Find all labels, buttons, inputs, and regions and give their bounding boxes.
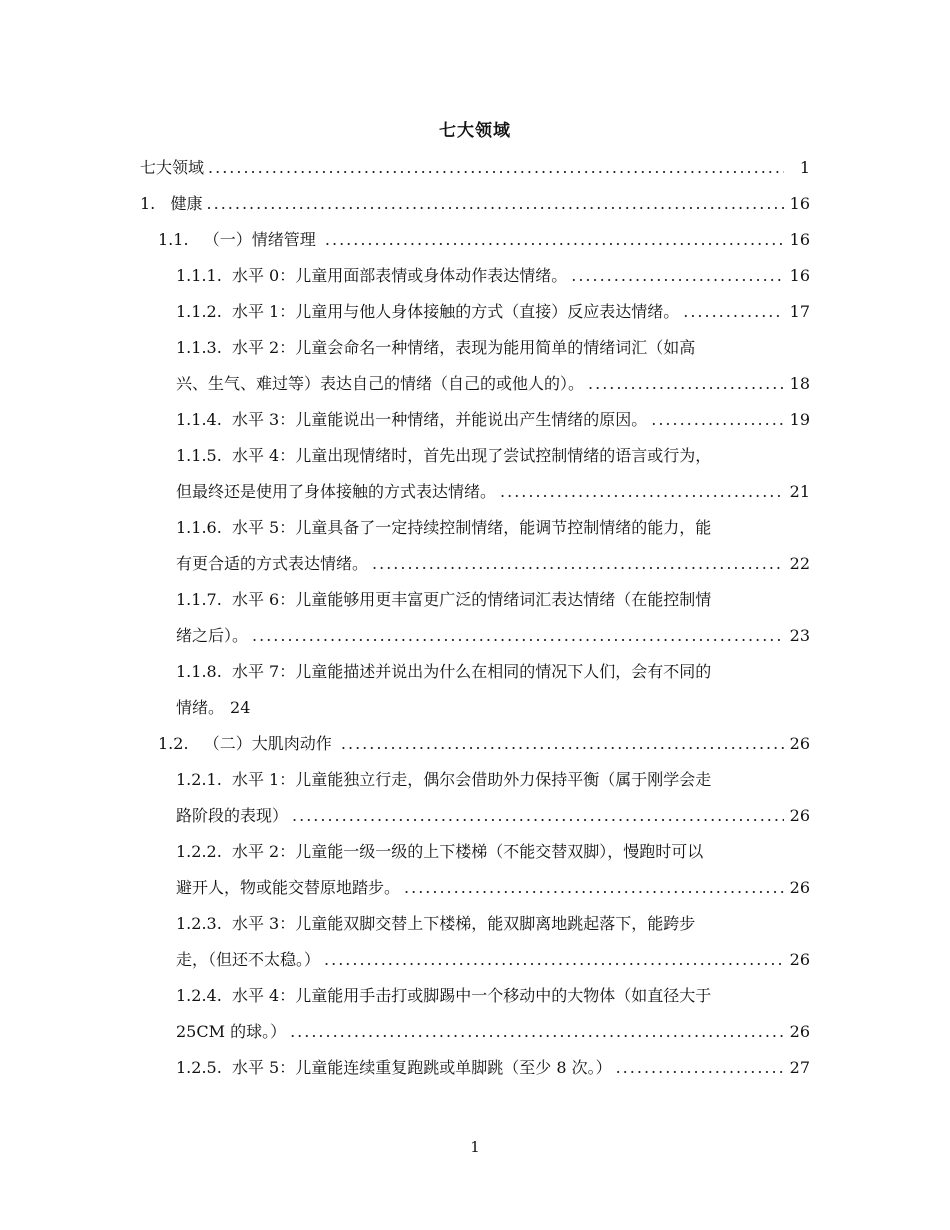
- toc-entry-text: 1.1.8. 水平 7：儿童能描述并说出为什么在相同的情况下人们，会有不同的: [176, 662, 712, 681]
- toc-entry-text: 七大领域: [140, 158, 205, 177]
- toc-entry-text: 1.1. （一）情绪管理: [158, 230, 321, 249]
- toc-page-number: 18: [789, 374, 810, 393]
- toc-leader: [683, 294, 784, 330]
- toc-entry-text: 1.1.5. 水平 4：儿童出现情绪时，首先出现了尝试控制情绪的语言或行为，: [176, 446, 712, 465]
- toc-leader: [208, 150, 784, 186]
- toc-leader: [500, 474, 784, 510]
- toc-entry[interactable]: [140, 150, 810, 186]
- footer-page-number: 1: [470, 1138, 480, 1156]
- toc-page-number: 19: [789, 410, 810, 429]
- toc-entry-continuation[interactable]: [176, 1014, 810, 1050]
- toc-entry[interactable]: [176, 582, 810, 618]
- toc-page-number: 16: [789, 230, 810, 249]
- toc-entry-text: 1.2.1. 水平 1：儿童能独立行走，偶尔会借助外力保持平衡（属于刚学会走: [176, 770, 712, 789]
- toc-leader: [207, 186, 784, 222]
- toc-entry-continuation[interactable]: [176, 798, 810, 834]
- toc-page-number: 16: [789, 194, 810, 213]
- toc-page-number: 22: [789, 554, 810, 573]
- toc-entry-continuation[interactable]: [176, 618, 810, 654]
- toc-leader: [292, 798, 784, 834]
- toc-entry[interactable]: [158, 726, 810, 762]
- toc-page-number: 24: [230, 698, 251, 717]
- toc-leader: [325, 222, 784, 258]
- toc-entry-continuation[interactable]: [176, 870, 810, 906]
- toc-entry[interactable]: [140, 186, 810, 222]
- toc-page-number: 17: [789, 302, 810, 321]
- toc-entry-text: 有更合适的方式表达情绪。: [176, 554, 369, 573]
- toc-entry-continuation[interactable]: [176, 942, 810, 978]
- toc-leader: [324, 942, 784, 978]
- toc-entry-continuation[interactable]: [176, 546, 810, 582]
- toc-leader: [252, 618, 784, 654]
- toc-entry-text: 避开人，物或能交替原地踏步。: [176, 878, 401, 897]
- toc-page-number: 26: [789, 878, 810, 897]
- toc-leader: [290, 1014, 784, 1050]
- toc-page-number: 26: [789, 734, 810, 753]
- toc-entry-text: 但最终还是使用了身体接触的方式表达情绪。: [176, 482, 497, 501]
- toc-page-number: 26: [789, 950, 810, 969]
- toc-entry-text: 路阶段的表现）: [176, 806, 289, 825]
- toc-entry-text: 1.2. （二）大肌肉动作: [158, 734, 337, 753]
- toc-page-number: 27: [789, 1058, 810, 1077]
- toc-page-number: 26: [789, 806, 810, 825]
- document-title: 七大领域: [439, 121, 511, 141]
- toc-leader: [404, 870, 784, 906]
- toc-entry[interactable]: [176, 906, 810, 942]
- toc-entry-text: 1.1.4. 水平 3：儿童能说出一种情绪，并能说出产生情绪的原因。: [176, 410, 648, 429]
- toc-entry[interactable]: [176, 834, 810, 870]
- toc-entry-text: 情绪。: [176, 698, 225, 717]
- toc-entry-text: 1.1.3. 水平 2：儿童会命名一种情绪，表现为能用简单的情绪词汇（如高: [176, 338, 696, 357]
- toc-entry[interactable]: [176, 330, 810, 366]
- toc-page-number: 16: [789, 266, 810, 285]
- toc-entry[interactable]: [176, 978, 810, 1014]
- toc-entry[interactable]: [176, 654, 810, 690]
- toc-entry-text: 1. 健康: [140, 194, 203, 213]
- toc-entry-text: 1.1.1. 水平 0：儿童用面部表情或身体动作表达情绪。: [176, 266, 568, 285]
- toc-leader: [616, 1050, 784, 1086]
- toc-entry-continuation[interactable]: [176, 366, 810, 402]
- toc-entry-text: 走，（但还不太稳。）: [176, 950, 321, 969]
- toc-entry-text: 1.2.3. 水平 3：儿童能双脚交替上下楼梯，能双脚离地跳起落下，能跨步: [176, 914, 696, 933]
- toc-entry[interactable]: [176, 1050, 810, 1086]
- toc-entry-text: 1.2.4. 水平 4：儿童能用手击打或脚踢中一个移动中的大物体（如直径大于: [176, 986, 712, 1005]
- toc-entry[interactable]: [176, 294, 810, 330]
- toc-entry[interactable]: [176, 762, 810, 798]
- toc-entry-text: 绪之后）。: [176, 626, 249, 645]
- toc-leader: [372, 546, 784, 582]
- toc-entry-text: 1.2.2. 水平 2：儿童能一级一级的上下楼梯（不能交替双脚），慢跑时可以: [176, 842, 704, 861]
- toc-entry[interactable]: [176, 438, 810, 474]
- toc-entry[interactable]: [176, 258, 810, 294]
- toc-entry-text: 兴、生气、难过等）表达自己的情绪（自己的或他人的）。: [176, 374, 585, 393]
- toc-entry-text: 1.1.7. 水平 6：儿童能够用更丰富更广泛的情绪词汇表达情绪（在能控制情: [176, 590, 712, 609]
- toc-entry-text: 25CM 的球。）: [176, 1022, 287, 1041]
- toc-page-number: 21: [789, 482, 810, 501]
- toc-entry-text: 1.2.5. 水平 5：儿童能连续重复跑跳或单脚跳（至少 8 次。）: [176, 1058, 612, 1077]
- toc-entry[interactable]: [176, 510, 810, 546]
- toc-leader: [588, 366, 784, 402]
- toc-entry-text: 1.1.6. 水平 5：儿童具备了一定持续控制情绪，能调节控制情绪的能力，能: [176, 518, 712, 537]
- toc-leader: [341, 726, 784, 762]
- toc-entry-continuation[interactable]: [176, 690, 810, 726]
- toc-page-number: 1: [799, 158, 810, 177]
- toc-entry-continuation[interactable]: [176, 474, 810, 510]
- toc-page-number: 26: [789, 1022, 810, 1041]
- toc-entry[interactable]: [176, 402, 810, 438]
- toc-leader: [651, 402, 784, 438]
- toc-page-number: 23: [789, 626, 810, 645]
- toc-entry-text: 1.1.2. 水平 1：儿童用与他人身体接触的方式（直接）反应表达情绪。: [176, 302, 680, 321]
- toc-entry[interactable]: [158, 222, 810, 258]
- toc-leader: [571, 258, 784, 294]
